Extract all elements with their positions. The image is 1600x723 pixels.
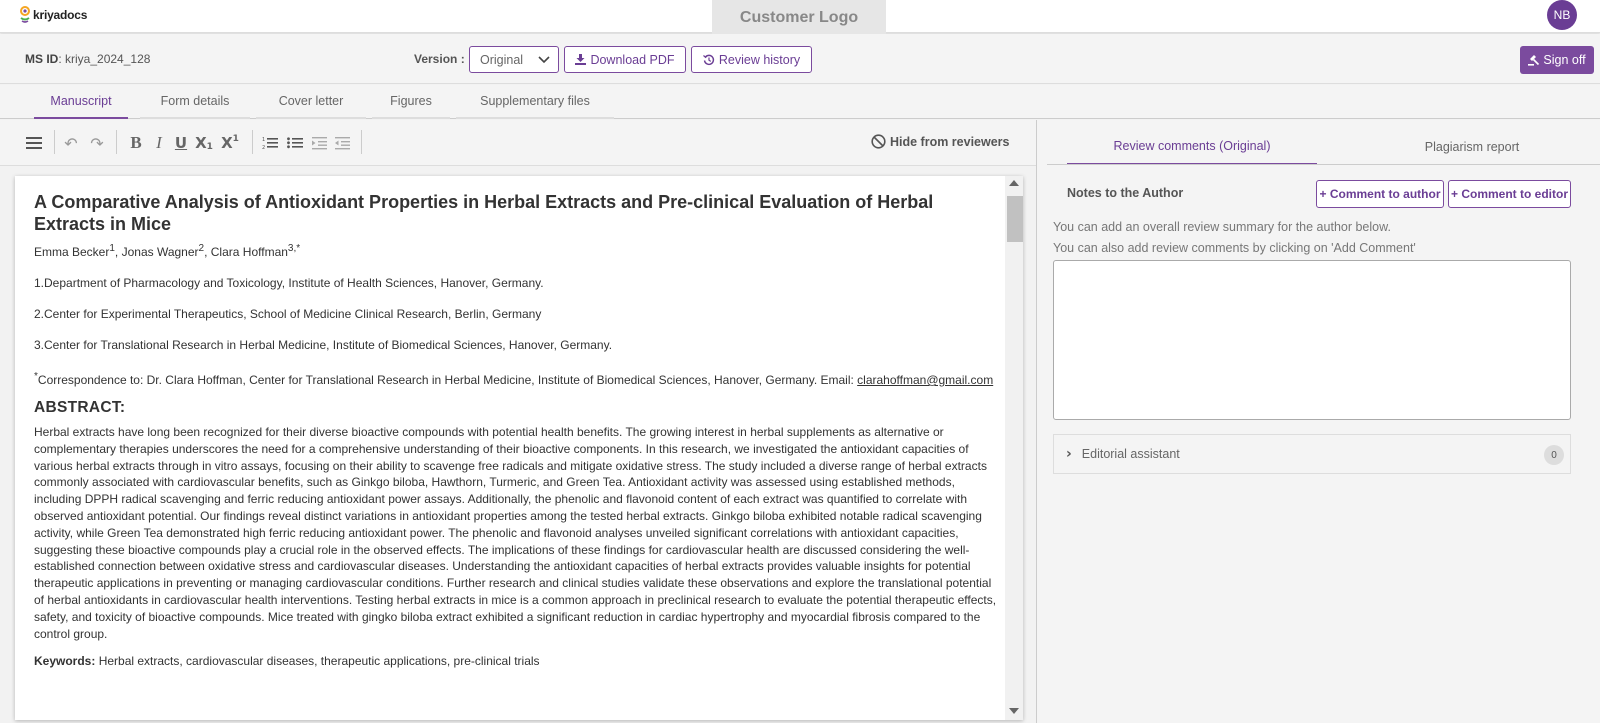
editorial-assistant-label: Editorial assistant xyxy=(1081,447,1180,461)
editorial-assistant-accordion[interactable] xyxy=(1053,434,1571,474)
chevron-right-icon: › xyxy=(1066,446,1072,462)
scroll-thumb[interactable] xyxy=(1007,196,1023,242)
keywords xyxy=(34,654,998,668)
author-affiliation-ref: 3,* xyxy=(287,243,301,254)
correspondence-text: Correspondence to: Dr. Clara Hoffman, Center for Translational Research in Herbal Medicine, Institute of Biomedical Sciences, Hanover, Germany. Email: xyxy=(37,373,858,387)
affiliation: 2.Center for Experimental Therapeutics, School of Medicine Clinical Research, Berlin, Germany xyxy=(34,307,542,321)
author-affiliation-ref: 1 xyxy=(109,243,115,254)
affiliation: 3.Center for Translational Research in Herbal Medicine, Institute of Biomedical Sciences, Hanover, Germany. xyxy=(34,338,613,352)
toolbar-divider xyxy=(54,130,55,154)
manuscript-tabs xyxy=(0,85,1600,119)
notes-to-author-title: Notes to the Author xyxy=(1067,186,1184,200)
scroll-down-arrow-icon[interactable] xyxy=(1009,708,1019,714)
review-hint: You can add an overall review summary for the author below. xyxy=(1053,220,1391,234)
review-history-button[interactable] xyxy=(691,46,812,73)
tab-manuscript[interactable]: Manuscript xyxy=(34,85,128,119)
version-label: Version : xyxy=(414,52,465,66)
comment-to-author-button[interactable]: + Comment to author xyxy=(1316,180,1444,208)
sign-off-button[interactable] xyxy=(1520,46,1594,74)
customer-logo: Customer Logo xyxy=(712,0,886,35)
comment-to-editor-button[interactable]: + Comment to editor xyxy=(1448,180,1571,208)
download-icon xyxy=(575,54,586,65)
review-history-label: Review history xyxy=(718,52,801,67)
toolbar-divider xyxy=(361,130,362,154)
history-icon xyxy=(703,54,715,66)
author-affiliation-ref: 2 xyxy=(198,243,205,254)
menu-icon[interactable] xyxy=(25,132,43,154)
abstract-heading: ABSTRACT: xyxy=(34,399,126,416)
tab-supplementary-files[interactable]: Supplementary files xyxy=(456,85,614,119)
keywords-label: Keywords: xyxy=(34,654,96,669)
user-avatar[interactable]: NB xyxy=(1547,0,1577,30)
italic-icon[interactable]: I xyxy=(156,133,162,152)
toolbar-divider xyxy=(252,130,253,154)
correspondence-mark: * xyxy=(34,371,38,382)
tab-figures[interactable]: Figures xyxy=(372,85,450,119)
correspondence xyxy=(34,368,998,389)
tab-plagiarism-report[interactable]: Plagiarism report xyxy=(1424,139,1520,154)
bold-icon[interactable]: B xyxy=(130,133,142,152)
location-pin-icon xyxy=(19,6,31,24)
tab-form-details[interactable]: Form details xyxy=(140,85,250,119)
undo-icon[interactable]: ↶ xyxy=(64,133,78,153)
manuscript-meta-bar xyxy=(0,34,1600,84)
author-name: Clara Hoffman xyxy=(210,245,288,259)
ms-id-value: : kriya_2024_128 xyxy=(58,52,151,66)
version-value: Original xyxy=(480,52,524,67)
download-pdf-label: Download PDF xyxy=(590,52,675,67)
svg-text:1: 1 xyxy=(262,137,266,143)
affiliation: 1.Department of Pharmacology and Toxicology, Institute of Health Sciences, Hanover, Germany. xyxy=(34,276,544,290)
tab-cover-letter[interactable]: Cover letter xyxy=(256,85,366,119)
article-title: A Comparative Analysis of Antioxidant Properties in Herbal Extracts and Pre-clinical Evaluation of Herbal Extracts in Mice xyxy=(34,192,934,234)
top-bar xyxy=(0,0,1600,33)
review-panel xyxy=(1036,120,1600,723)
scroll-up-arrow-icon[interactable] xyxy=(1009,180,1019,186)
review-summary-textarea[interactable] xyxy=(1053,260,1571,420)
subscript-icon[interactable]: X 1 xyxy=(195,134,213,152)
manuscript-content[interactable] xyxy=(34,191,998,668)
download-pdf-button[interactable] xyxy=(564,46,686,73)
editor-toolbar xyxy=(0,120,1036,166)
ban-icon xyxy=(871,134,886,149)
review-hint: You can also add review comments by clicking on 'Add Comment' xyxy=(1053,241,1416,255)
ordered-list-icon[interactable] xyxy=(261,132,279,154)
author-name: Emma Becker xyxy=(34,245,110,259)
sign-off-label: Sign off xyxy=(1543,53,1586,67)
outdent-icon[interactable] xyxy=(333,132,351,154)
ms-id xyxy=(25,52,150,66)
gavel-icon xyxy=(1528,54,1540,66)
bullet-list-icon[interactable] xyxy=(286,132,304,154)
version-select[interactable] xyxy=(469,46,559,73)
author-list: Emma Becker$^1$, Jonas Wagner$^2$, Clara Hoffman$^{3,*}$ xyxy=(34,243,301,259)
brand-logo[interactable] xyxy=(19,6,87,24)
tab-divider xyxy=(1047,164,1600,165)
ms-id-label: MS ID xyxy=(25,52,59,66)
indent-icon[interactable] xyxy=(310,132,328,154)
toolbar-divider xyxy=(116,130,117,154)
underline-icon[interactable]: U xyxy=(174,134,188,152)
hide-from-reviewers-label: Hide from reviewers xyxy=(890,134,1010,149)
editorial-assistant-count: 0 xyxy=(1544,445,1564,465)
abstract-text: Herbal extracts have long been recognized for their diverse bioactive compounds with potential health benefits. The growing interest in herbal supplements as alternative or complementary therapies underscores the need for a comprehensive understanding of their bioactive components. In this research, we investigated the antioxidant capacities of various herbal extracts through in vitro assays, focusing on their ability to scavenge free radicals and mitigate oxidative stress. The study included a diverse range of herbal extracts commonly associated with cardiovascular benefits, such as Ginkgo biloba, Hawthorn, Turmeric, and Green Tea. Antioxidant activity was assessed using established methods, including DPPH radical scavenging and ferric reducing antioxidant power assays. Additionally, the phenolic and flavonoid content of each extract was quantified to correlate with observed antioxidant potential. Our findings reveal distinct variations in antioxidant properties among the tested herbal extracts. Ginkgo biloba exhibited notable radical scavenging activity, while Green Tea demonstrated high ferric reducing antioxidant power. The phenolic and flavonoid analyses unveiled significant correlations with antioxidant capacities, suggesting these bioactive compounds play a crucial role in the observed effects. The implications of these findings for cardiovascular health are discussed considering the well-established connection between oxidative stress and cardiovascular diseases. Understanding the antioxidant capacities of herbal extracts provides valuable insights for potential therapeutic applications in preventing or managing cardiovascular conditions. Further research and clinical studies validate these observations and explore the translational potential of herbal antioxidants in cardiovascular health interventions. Testing herbal extracts in mice is a common approach in preclinical research to evaluate the potential therapeutic effects, safety, and toxicity of bioactive compounds. Mice treated with gingko biloba extract exhibited a significant reduction in cardiac hypertrophy and myocardial fibrosis compared to the control group. xyxy=(34,425,997,641)
redo-icon[interactable]: ↷ xyxy=(90,133,104,153)
chevron-down-icon xyxy=(538,56,550,64)
tab-review-comments[interactable]: Review comments (Original) xyxy=(1067,128,1317,165)
svg-text:2: 2 xyxy=(262,145,266,150)
document-scrollbar[interactable] xyxy=(1005,176,1023,720)
manuscript-page[interactable] xyxy=(15,176,1023,720)
author-name: Jonas Wagner xyxy=(121,245,199,259)
correspondence-email[interactable]: clarahoffman@gmail.com xyxy=(857,373,994,387)
hide-from-reviewers-button[interactable] xyxy=(871,134,1010,149)
brand-name: kriyadocs xyxy=(33,8,88,22)
keywords-value: Herbal extracts, cardiovascular diseases, therapeutic applications, pre-clinical trials xyxy=(95,654,540,669)
superscript-icon[interactable]: X 1 xyxy=(221,134,239,152)
